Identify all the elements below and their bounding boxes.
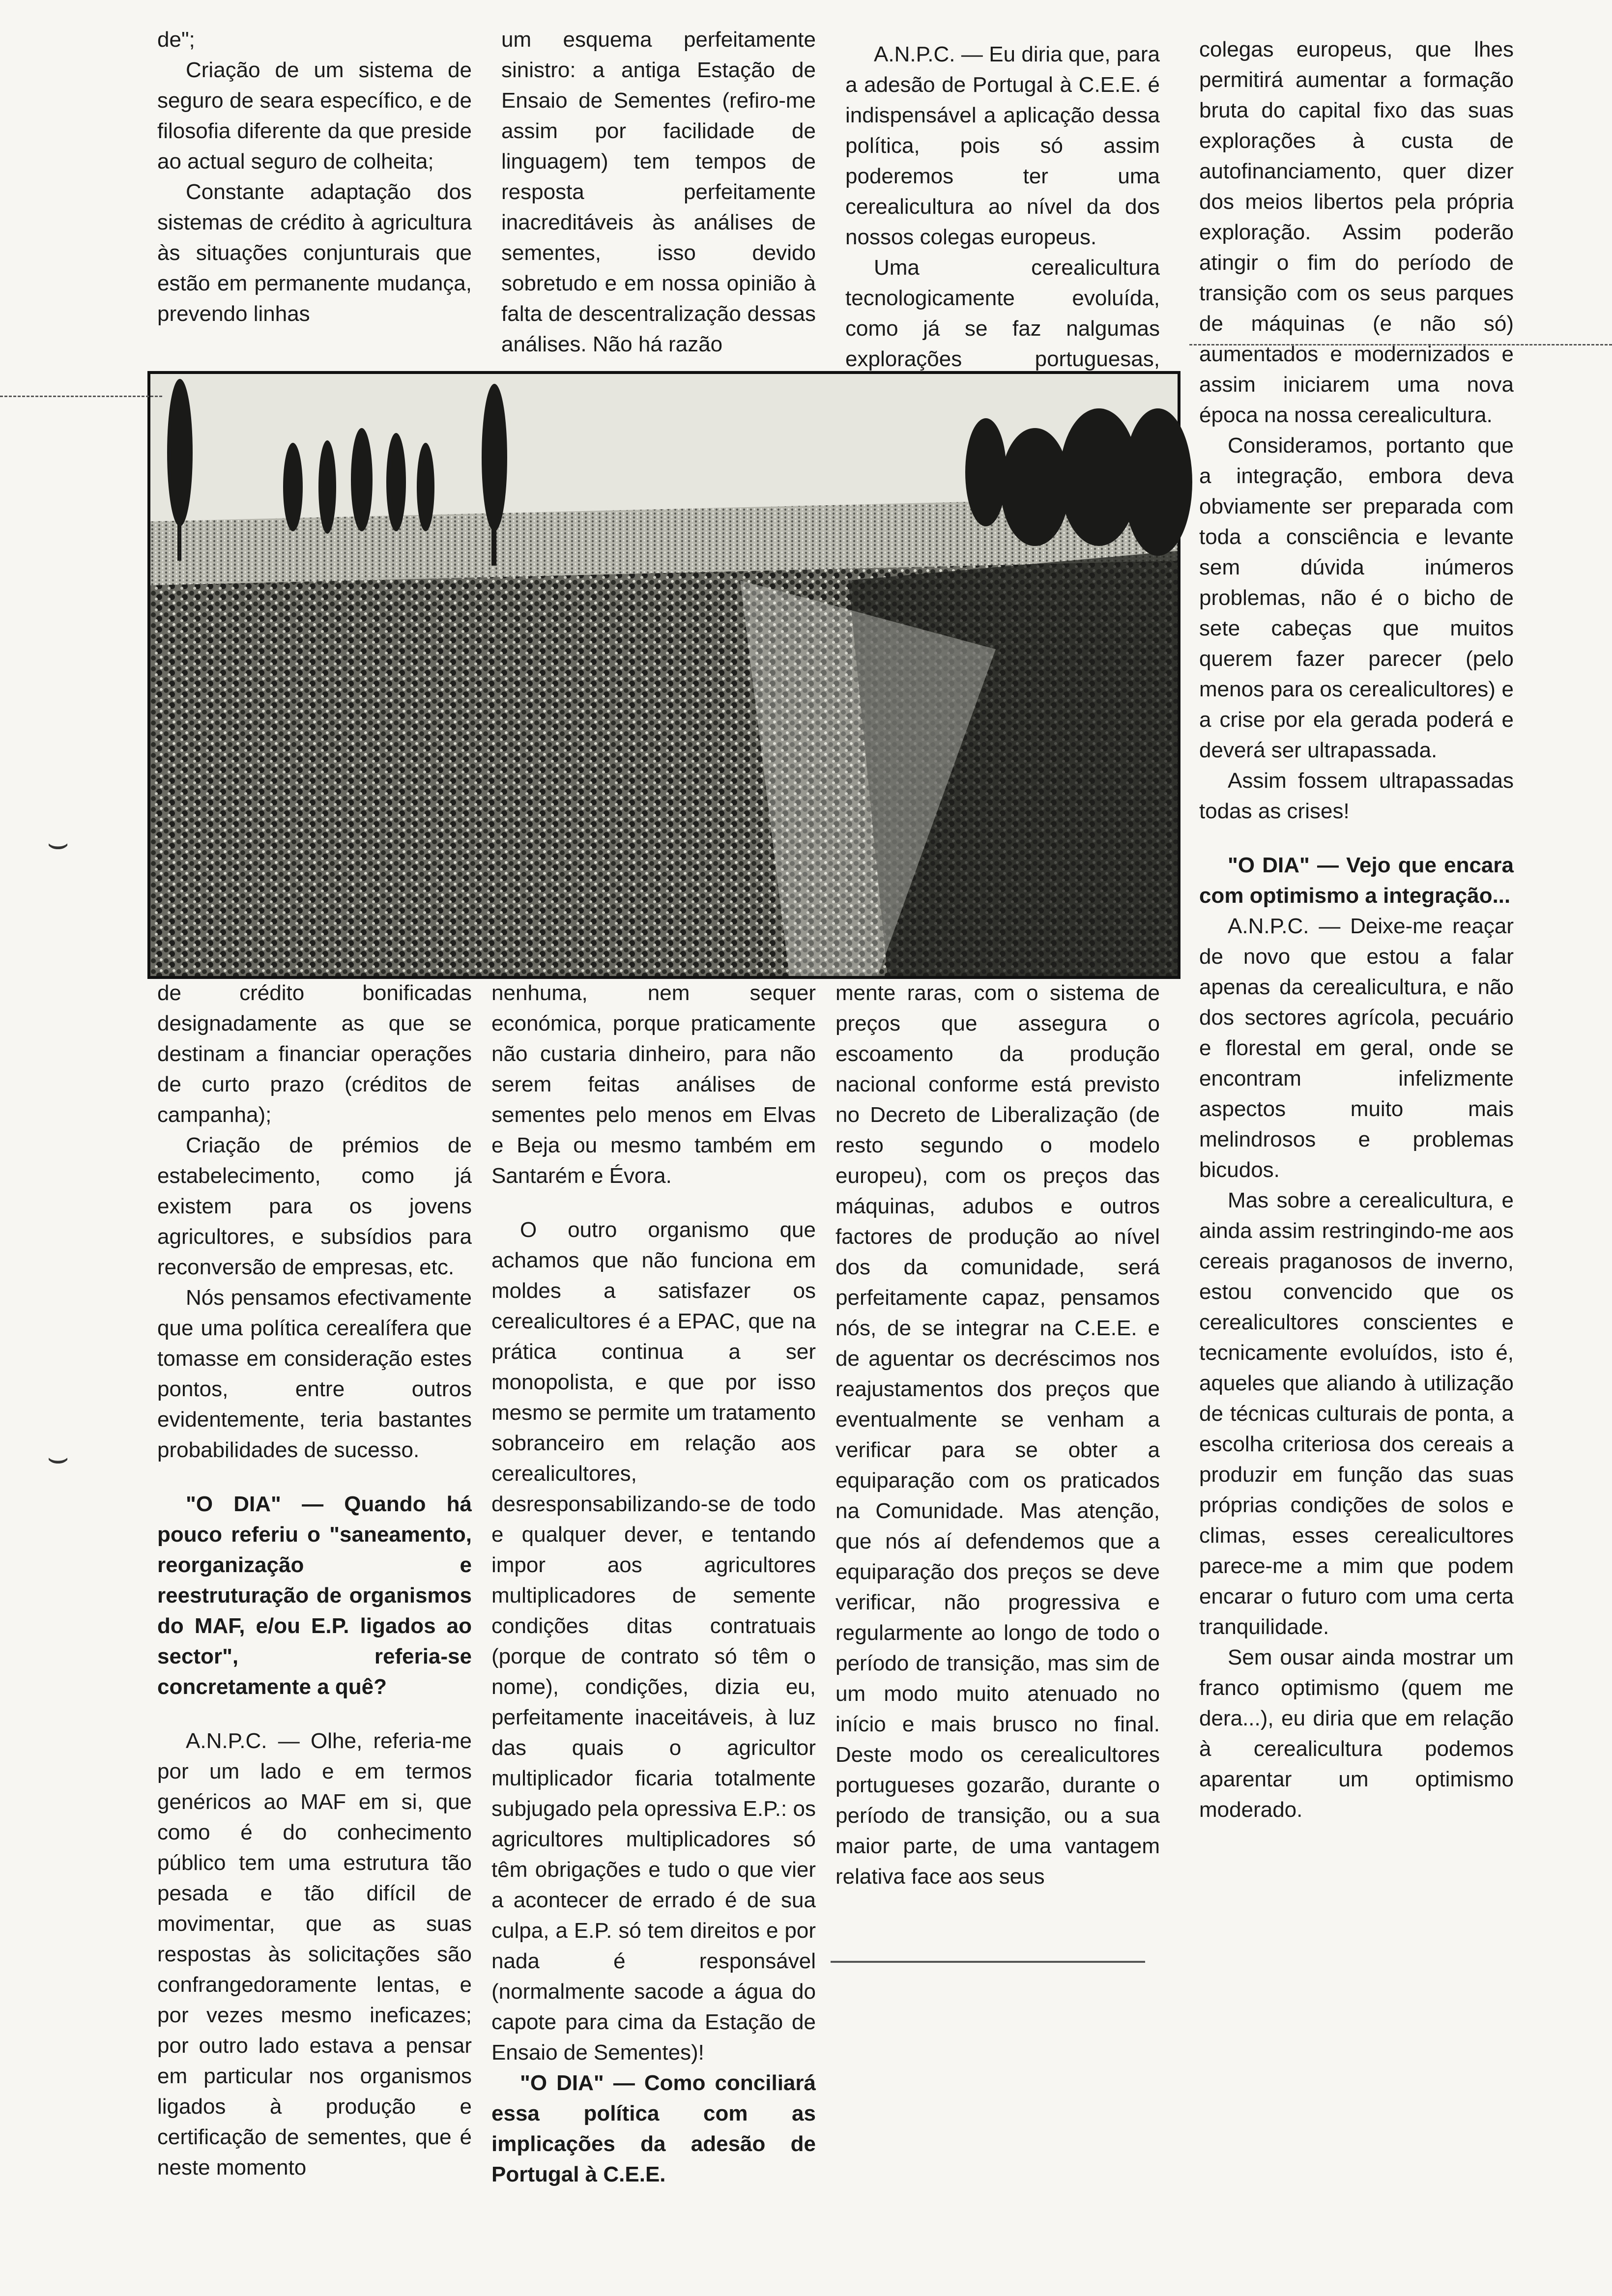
paragraph: Mas sobre a cerealicultura, e ainda assim restringindo-me aos cereais praganosos de inverno, estou convencido que os cerealicultores conscientes e tecnicamente evoluídos, isto é, aqueles que aliando à utilização de técnicas culturais de ponta, a escolha criteriosa dos cereais a produzir em função das suas próprias condições de solos e climas, esses cerealicultores parece-me a mim que podem encarar o futuro com uma certa tranquilidade. xyxy=(1199,1188,1514,1639)
paragraph: Assim fossem ultrapassadas todas as crises! xyxy=(1199,769,1514,823)
paragraph: A.N.P.C. — Olhe, referia-me por um lado e em termos genéricos ao MAF em si, que como é do conhecimento público tem uma estrutura tão pesada e tão difícil de movimentar, que as suas respostas às solicitações são confrangedoramente lentas, e por vezes mesmo ineficazes; por outro lado estava a pensar em particular nos organismos ligados à produção e certificação de sementes, que é neste momento xyxy=(157,1729,472,2180)
fold-line-right xyxy=(1189,344,1612,345)
paragraph: "O DIA" — Quando há pouco referiu o "saneamento, reorganização e reestruturação de organismos do MAF, e/ou E.P. ligados ao sector", referia-se concretamente a quê? xyxy=(157,1492,472,1699)
paragraph: A.N.P.C. — Eu diria que, para a adesão de Portugal à C.E.E. é indispensável a aplicação dessa política, pois só assim poderemos ter uma cerealicultura ao nível da dos nossos colegas europeus. xyxy=(845,42,1160,249)
column-bottom-2 xyxy=(491,978,816,2275)
column-top-2 xyxy=(501,25,816,364)
paragraph: Constante adaptação dos sistemas de crédito à agricultura às situações conjunturais que estão em permanente mudança, prevendo linhas xyxy=(157,180,472,326)
column-right xyxy=(1199,34,1514,1941)
paragraph: Uma cerealicultura tecnologicamente evoluída, como já se faz nalgumas explorações portuguesas, xyxy=(845,256,1160,371)
paragraph: Consideramos, portanto que a integração, embora deva obviamente ser preparada com toda a consciência e levante sem dúvida inúmeros problemas, não é o bicho de sete cabeças que muitos querem fazer parecer (pelo menos para os cerealicultores) e a crise por ela gerada poderá e deverá ser ultrapassada. xyxy=(1199,433,1514,762)
paragraph: de"; xyxy=(157,28,195,52)
field-photo xyxy=(147,371,1180,979)
scan-mark-1: ⌣ xyxy=(47,824,70,862)
paragraph: de crédito bonificadas designadamente as que se destinam a financiar operações de curto prazo (créditos de campanha); xyxy=(157,981,472,1127)
paragraph: um esquema perfeitamente sinistro: a antiga Estação de Ensaio de Sementes (refiro-me assim por facilidade de linguagem) tem tempos de resposta perfeitamente inacreditáveis às análises de sementes, isso devido sobretudo e em nossa opinião à falta de descentralização dessas análises. Não há razão xyxy=(501,28,816,356)
column-bottom-1 xyxy=(157,978,472,2275)
paragraph: mente raras, com o sistema de preços que assegura o escoamento da produção nacional conforme está previsto no Decreto de Liberalização (de resto segundo o modelo europeu), com os preços das máquinas, adubos e outros factores de produção ao nível dos da comunidade, será perfeitamente capaz, pensamos nós, de se integrar na C.E.E. e de aguentar os decréscimos nos reajustamentos dos preços que eventualmente se venham a verificar para se obter a equiparação com os praticados na Comunidade. Mas atenção, que nós aí defendemos que a equiparação dos preços se deve verificar, não progressiva e regularmente ao longo de todo o período de transição, mas sim de um modo muito atenuado no início e mais brusco no final. Deste modo os cerealicultores portugueses gozarão, durante o período de transição, ou a sua maior parte, de uma vantagem relativa face aos seus xyxy=(835,981,1160,1889)
paragraph: nenhuma, nem sequer económica, porque praticamente não custaria dinheiro, para não serem feitas análises de sementes pelo menos em Elvas e Beja ou mesmo também em Santarém e Évora. xyxy=(491,981,816,1188)
paragraph: "O DIA" — Como conciliará essa política com as implicações da adesão de Portugal à C.E.E. xyxy=(491,2071,816,2186)
column-end-rule xyxy=(831,1961,1145,1963)
fold-line-top xyxy=(0,396,162,397)
field-photo-art xyxy=(150,374,1178,976)
paragraph: colegas europeus, que lhes permitirá aumentar a formação bruta do capital fixo das suas explorações à custa de autofinanciamento, quer dizer dos meios libertos pela própria exploração. Assim poderão atingir o fim do período de transição com os seus parques de máquinas (e não só) aumentados e modernizados e assim iniciarem uma nova época na nossa cerealicultura. xyxy=(1199,37,1514,427)
paragraph: Nós pensamos efectivamente que uma política cerealífera que tomasse em consideração estes pontos, entre outros evidentemente, teria bastantes probabilidades de sucesso. xyxy=(157,1286,472,1462)
scan-mark-2: ⌣ xyxy=(47,1438,70,1476)
paragraph: A.N.P.C. — Deixe-me reaçar de novo que estou a falar apenas da cerealicultura, e não dos sectores agrícola, pecuário e florestal em geral, onde se encontram infelizmente aspectos muito mais melindrosos e problemas bicudos. xyxy=(1199,914,1514,1182)
paragraph: Sem ousar ainda mostrar um franco optimismo (quem me dera...), eu diria que em relação à cerealicultura podemos aparentar um optimismo moderado. xyxy=(1199,1645,1514,1822)
paragraph: O outro organismo que achamos que não funciona em moldes a satisfazer os cerealicultores é a EPAC, que na prática continua a ser monopolista, e que por isso mesmo se permite um tratamento sobranceiro em relação aos cerealicultores, desresponsabilizando-se de todo e qualquer dever, e tentando impor aos agricultores multiplicadores de semente condições ditas contratuais (porque de contrato só têm o nome), condições, dizia eu, perfeitamente inaceitáveis, à luz das quais o agricultor multiplicador ficaria totalmente subjugado pela opressiva E.P.: os agricultores multiplicadores só têm obrigações e tudo o que vier a acontecer de errado é de sua culpa, a E.P. só tem direitos e por nada é responsável (normalmente sacode a água do capote para cima da Estação de Ensaio de Sementes)! xyxy=(491,1218,816,2065)
column-top-3 xyxy=(845,39,1160,371)
paragraph: "O DIA" — Vejo que encara com optimismo a integração... xyxy=(1199,853,1514,908)
paragraph: Criação de um sistema de seguro de seara específico, e de filosofia diferente da que preside ao actual seguro de colheita; xyxy=(157,58,472,173)
column-bottom-3 xyxy=(835,978,1160,1951)
column-top-1 xyxy=(157,25,472,364)
paragraph: Criação de prémios de estabelecimento, como já existem para os jovens agricultores, e subsídios para reconversão de empresas, etc. xyxy=(157,1133,472,1279)
